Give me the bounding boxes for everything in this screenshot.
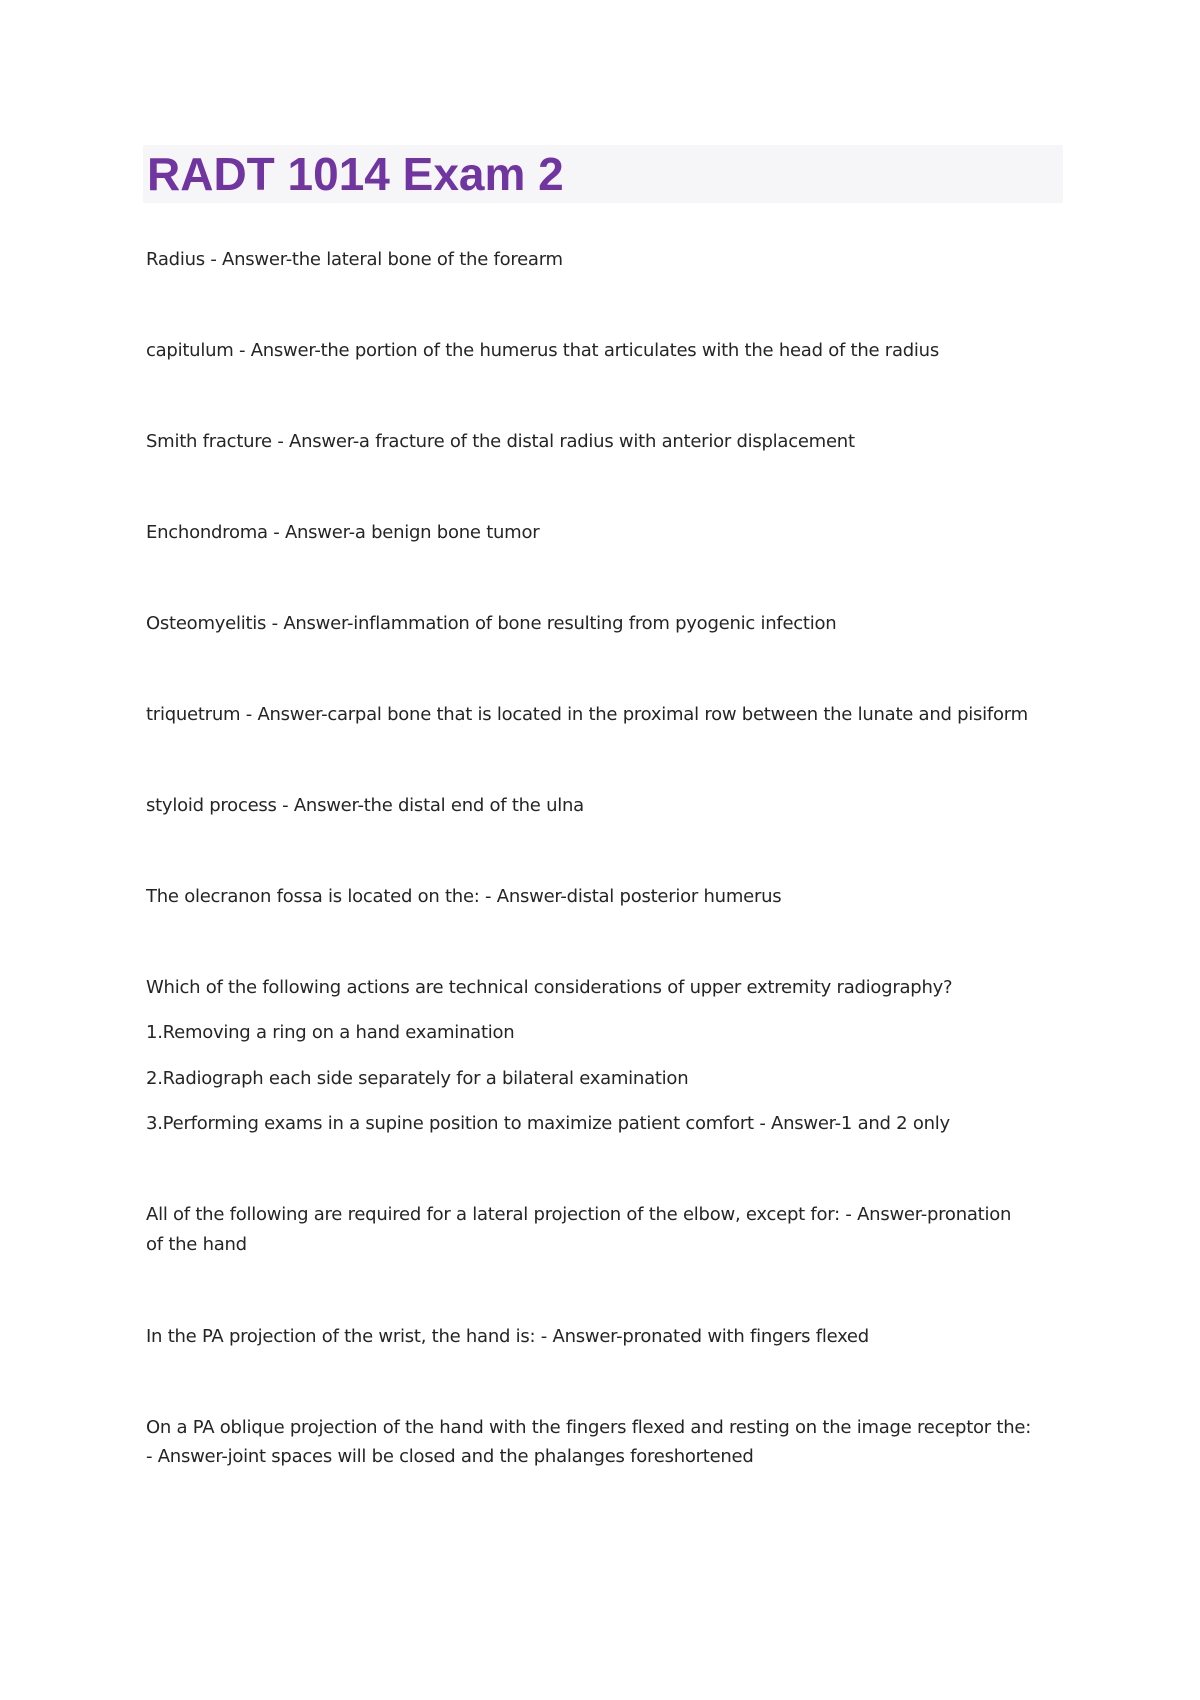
- qa-entry-enchondroma: Enchondroma - Answer-a benign bone tumor: [146, 522, 540, 543]
- qa-entry-smith-fracture: Smith fracture - Answer-a fracture of the distal radius with anterior displacement: [146, 431, 855, 452]
- qa-entry-elbow-lateral-line-1: All of the following are required for a lateral projection of the elbow, except for: - Answer-pronation: [146, 1204, 1012, 1225]
- qa-entry-osteomyelitis: Osteomyelitis - Answer-inflammation of bone resulting from pyogenic infection: [146, 613, 837, 634]
- question-stem: Which of the following actions are technical considerations of upper extremity radiography?: [146, 977, 953, 998]
- page-title: RADT 1014 Exam 2: [147, 148, 564, 200]
- qa-entry-olecranon-fossa: The olecranon fossa is located on the: - Answer-distal posterior humerus: [146, 886, 782, 907]
- question-option-2: 2.Radiograph each side separately for a bilateral examination: [146, 1068, 689, 1089]
- qa-entry-pa-oblique-hand-line-2: - Answer-joint spaces will be closed and the phalanges foreshortened: [146, 1446, 754, 1467]
- qa-entry-radius: Radius - Answer-the lateral bone of the forearm: [146, 249, 563, 270]
- qa-entry-elbow-lateral-line-2: of the hand: [146, 1234, 247, 1255]
- qa-entry-styloid-process: styloid process - Answer-the distal end of the ulna: [146, 795, 584, 816]
- qa-entry-triquetrum: triquetrum - Answer-carpal bone that is located in the proximal row between the lunate and pisiform: [146, 704, 1028, 725]
- qa-entry-pa-oblique-hand-line-1: On a PA oblique projection of the hand with the fingers flexed and resting on the image receptor the:: [146, 1417, 1032, 1438]
- question-option-3: 3.Performing exams in a supine position to maximize patient comfort - Answer-1 and 2 only: [146, 1113, 950, 1134]
- qa-entry-pa-wrist: In the PA projection of the wrist, the hand is: - Answer-pronated with fingers flexed: [146, 1326, 869, 1347]
- question-option-1: 1.Removing a ring on a hand examination: [146, 1022, 515, 1043]
- qa-entry-capitulum: capitulum - Answer-the portion of the humerus that articulates with the head of the radius: [146, 340, 939, 361]
